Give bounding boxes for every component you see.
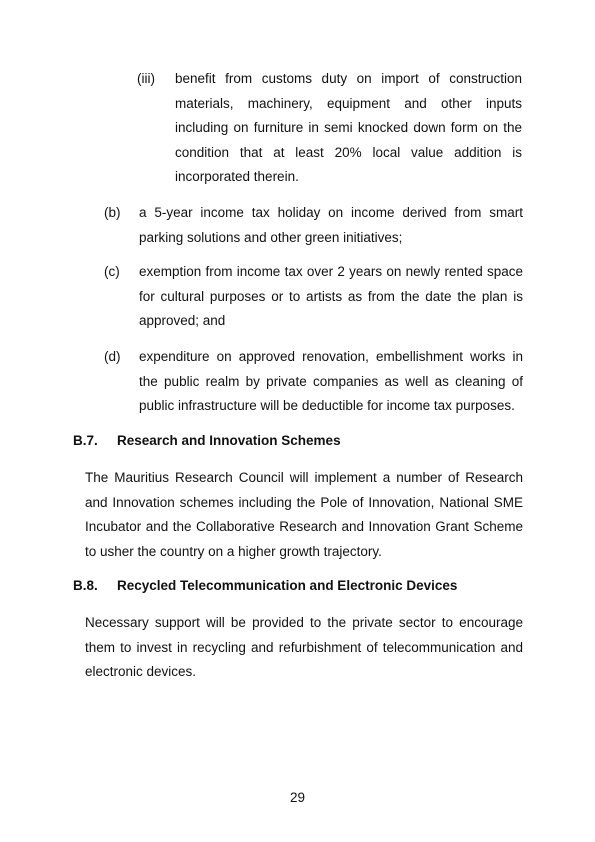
section-heading-b7: [73, 429, 341, 453]
list-marker: (iii): [137, 71, 155, 86]
list-item-text: expenditure on approved renovation, embellishment works in the public realm by private companies as well as cleaning of public infrastructure will be deductible for income tax purposes.: [139, 349, 523, 413]
list-item-iii: [137, 67, 522, 190]
list-item-d: [104, 345, 523, 419]
section-body-b7: The Mauritius Research Council will implement a number of Research and Innovation schemes including the Pole of Innovation, National SME Incubator and the Collaborative Research and Innovation Grant Scheme to usher the country on a higher growth trajectory.: [85, 470, 523, 559]
list-marker: (b): [104, 205, 121, 220]
list-item-c: [104, 260, 523, 334]
list-item-text: exemption from income tax over 2 years on newly rented space for cultural purposes or to artists as from the date the plan is approved; and: [139, 264, 523, 328]
section-body-b8: Necessary support will be provided to the private sector to encourage them to invest in recycling and refurbishment of telecommunication and electronic devices.: [85, 615, 523, 679]
list-item-text: benefit from customs duty on import of construction materials, machinery, equipment and other inputs including on furniture in semi knocked down form on the condition that at least 20% local value addition is incorporated therein.: [175, 71, 522, 184]
section-title: Recycled Telecommunication and Electronic Devices: [117, 578, 458, 593]
list-item-text: a 5-year income tax holiday on income derived from smart parking solutions and other green initiatives;: [139, 205, 523, 245]
section-number: B.7.: [73, 433, 98, 448]
section-number: B.8.: [73, 578, 98, 593]
list-item-b: [104, 201, 523, 250]
list-marker: (c): [104, 264, 120, 279]
list-marker: (d): [104, 349, 121, 364]
section-title: Research and Innovation Schemes: [117, 433, 341, 448]
page-number: 29: [289, 790, 306, 805]
section-heading-b8: [73, 574, 457, 598]
